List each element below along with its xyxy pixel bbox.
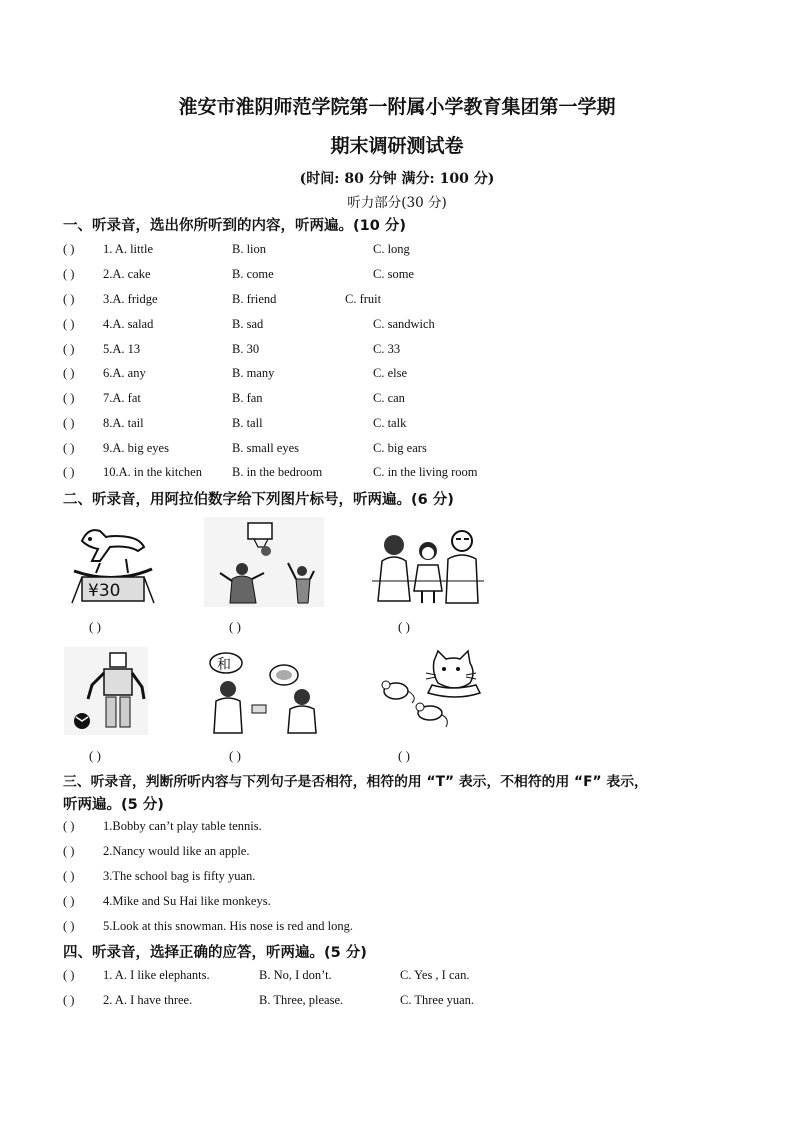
statement-row [63, 844, 463, 862]
option-a: 8.A. tail [103, 416, 144, 430]
question-row [63, 342, 543, 360]
statement-row [63, 819, 463, 837]
option-c: C. can [373, 391, 405, 405]
section1-heading: 一、听录音，选出你所听到的内容，听两遍。(10 分) [63, 218, 406, 234]
option-b: B. 30 [232, 342, 260, 356]
option-c: C. long [373, 242, 410, 256]
question-row [63, 391, 543, 409]
option-b: B. No, I don’t. [259, 968, 332, 982]
section2-heading: 二、听录音，用阿拉伯数字给下列图片标号，听两遍。(6 分) [63, 492, 454, 508]
option-c: C. fruit [345, 292, 382, 306]
answer-blank[interactable]: ( ) [63, 267, 75, 281]
option-b: B. sad [232, 317, 264, 331]
question-row [63, 416, 543, 434]
option-c: C. some [373, 267, 414, 281]
picture-robot-with-ball [64, 647, 148, 735]
option-c: C. else [373, 366, 408, 380]
statement-text: 3.The school bag is fifty yuan. [103, 869, 256, 883]
picture-rocking-horse [64, 519, 158, 607]
answer-blank[interactable]: ( ) [63, 894, 75, 908]
question-row [63, 317, 543, 335]
answer-blank[interactable]: ( ) [63, 342, 75, 356]
option-a: 6.A. any [103, 366, 146, 380]
option-c: C. big ears [373, 441, 427, 455]
option-c: C. in the living room [373, 465, 478, 479]
answer-blank[interactable]: ( ) [63, 968, 75, 982]
statement-text: 5.Look at this snowman. His nose is red and long. [103, 919, 353, 933]
answer-blank[interactable]: ( ) [63, 317, 75, 331]
option-b: B. fan [232, 391, 263, 405]
price-tag: ¥30 [88, 581, 121, 601]
question-row [63, 441, 543, 459]
picture-answer-blank[interactable]: ( ) [89, 748, 101, 763]
picture-answer-blank[interactable]: ( ) [398, 748, 410, 763]
picture-girl-with-parents [372, 519, 484, 605]
option-a: 7.A. fat [103, 391, 141, 405]
option-a: 9.A. big eyes [103, 441, 169, 455]
option-b: B. small eyes [232, 441, 300, 455]
answer-blank[interactable]: ( ) [63, 292, 75, 306]
option-b: B. tall [232, 416, 263, 430]
question-row [63, 242, 543, 260]
option-c: C. Three yuan. [400, 993, 475, 1007]
section3-heading-line2: 听两遍。(5 分) [63, 797, 164, 813]
statement-text: 4.Mike and Su Hai like monkeys. [103, 894, 271, 908]
option-b: B. friend [232, 292, 277, 306]
response-row [63, 968, 523, 986]
option-b: B. lion [232, 242, 267, 256]
picture-answer-blank[interactable]: ( ) [229, 619, 241, 634]
answer-blank[interactable]: ( ) [63, 919, 75, 933]
answer-blank[interactable]: ( ) [63, 366, 75, 380]
exam-title-line1: 淮安市淮阴师范学院第一附属小学教育集团第一学期 [178, 96, 616, 118]
answer-blank[interactable]: ( ) [63, 465, 75, 479]
option-c: C. Yes , I can. [400, 968, 470, 982]
statement-text: 1.Bobby can’t play table tennis. [103, 819, 262, 833]
option-c: C. sandwich [373, 317, 435, 331]
option-a: 5.A. 13 [103, 342, 141, 356]
section4-heading: 四、听录音，选择正确的应答，听两遍。(5 分) [63, 945, 367, 961]
question-row [63, 292, 543, 310]
picture-basketball-players [204, 517, 324, 607]
question-row [63, 465, 543, 483]
statement-text: 2.Nancy would like an apple. [103, 844, 250, 858]
option-c: C. 33 [373, 342, 401, 356]
picture-answer-blank[interactable]: ( ) [398, 619, 410, 634]
question-row [63, 267, 543, 285]
option-a: 1. A. little [103, 242, 153, 256]
statement-row [63, 869, 463, 887]
option-a: 10.A. in the kitchen [103, 465, 202, 479]
option-b: B. many [232, 366, 275, 380]
picture-answer-blank[interactable]: ( ) [89, 619, 101, 634]
answer-blank[interactable]: ( ) [63, 441, 75, 455]
listening-part-label: 听力部分(30 分) [347, 195, 447, 211]
shop-sign: 和 [217, 657, 231, 673]
option-a: 2.A. cake [103, 267, 151, 281]
option-b: B. come [232, 267, 274, 281]
picture-cat-and-mice [372, 645, 490, 737]
answer-blank[interactable]: ( ) [63, 819, 75, 833]
picture-answer-blank[interactable]: ( ) [229, 748, 241, 763]
option-a: 4.A. salad [103, 317, 154, 331]
answer-blank[interactable]: ( ) [63, 242, 75, 256]
question-row [63, 366, 543, 384]
option-b: B. in the bedroom [232, 465, 323, 479]
statement-row [63, 919, 463, 937]
answer-blank[interactable]: ( ) [63, 869, 75, 883]
option-a: 1. A. I like elephants. [103, 968, 210, 982]
exam-title-line2: 期末调研测试卷 [330, 135, 464, 157]
section3-heading-line1: 三、听录音，判断所听内容与下列句子是否相符，相符的用 “T” 表示，不相符的用 “F” 表示， [63, 774, 648, 790]
option-a: 3.A. fridge [103, 292, 158, 306]
option-a: 2. A. I have three. [103, 993, 193, 1007]
response-row [63, 993, 523, 1011]
answer-blank[interactable]: ( ) [63, 993, 75, 1007]
picture-shop-conversation [204, 649, 320, 735]
answer-blank[interactable]: ( ) [63, 844, 75, 858]
answer-blank[interactable]: ( ) [63, 391, 75, 405]
time-and-score: (时间: 80 分钟 满分: 100 分) [299, 171, 495, 187]
statement-row [63, 894, 463, 912]
option-c: C. talk [373, 416, 407, 430]
answer-blank[interactable]: ( ) [63, 416, 75, 430]
option-b: B. Three, please. [259, 993, 344, 1007]
